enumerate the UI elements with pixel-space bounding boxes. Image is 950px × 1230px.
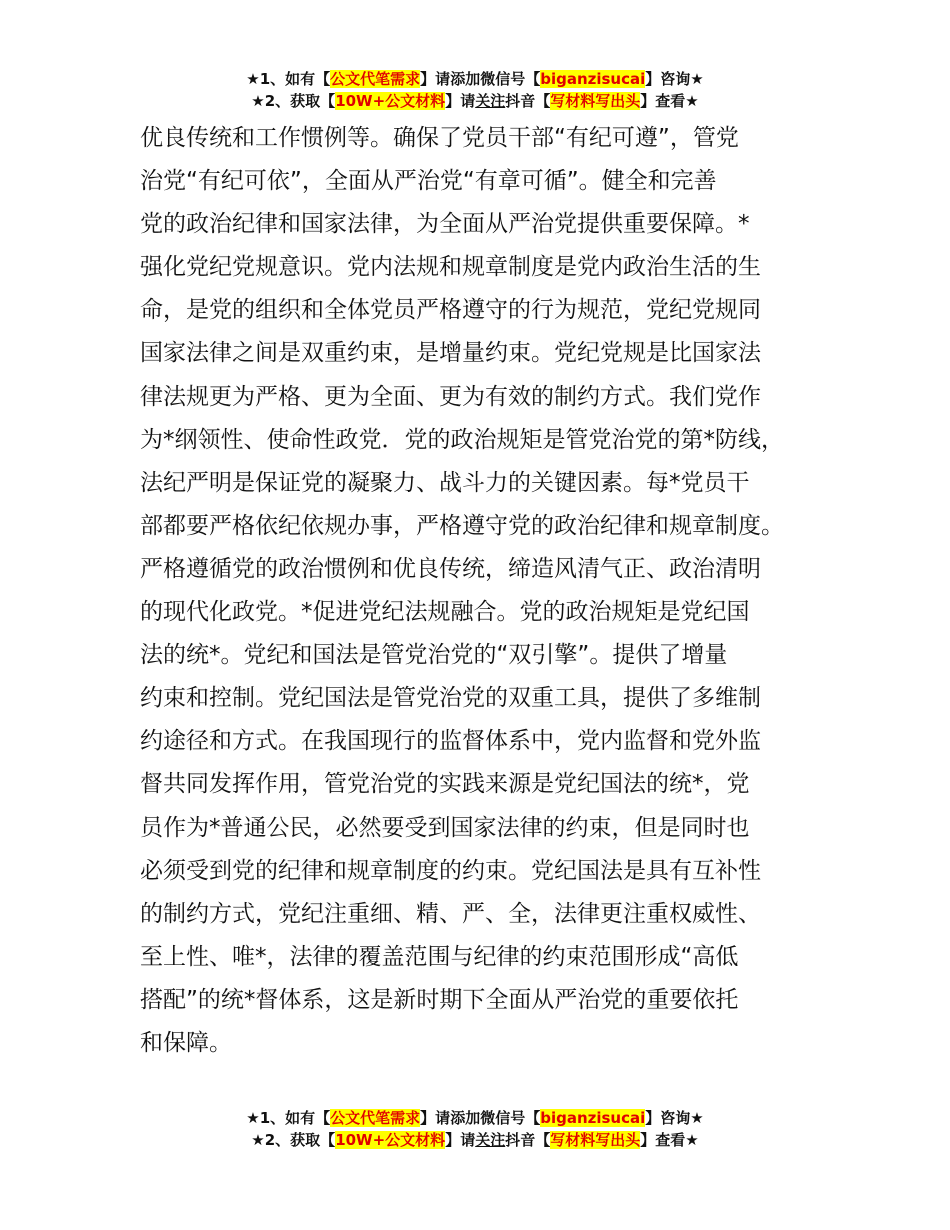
text-segment: 微信号【 (480, 70, 541, 88)
body-line: 至上性、唯*，法律的覆盖范围与纪律的约束范围形成“高低 (140, 943, 739, 970)
body-line: 优良传统和工作惯例等。确保了党员干部“有纪可遵”，管党 (140, 125, 739, 151)
document-body (140, 117, 840, 1065)
text-segment: 】请 (445, 1131, 476, 1149)
highlight-materials: 10W+公文材料 (335, 92, 446, 110)
body-line: 法纪严明是保证党的凝聚力、战斗力的关键因素。每*党员干 (140, 469, 750, 496)
footer-line-2 (0, 1129, 950, 1151)
text-segment: ★1、如有【 (246, 70, 331, 88)
body-line: 督共同发挥作用，管党治党的实践来源是党纪国法的统*，党 (140, 771, 750, 798)
body-line: 严格遵循党的政治惯例和优良传统，缔造风清气正、政治清明 (140, 555, 761, 582)
body-line: 必须受到党的纪律和规章制度的约束。党纪国法是具有互补性 (140, 857, 761, 884)
body-line: 部都要严格依纪依规办事，严格遵守党的政治纪律和规章制度。 (140, 512, 784, 539)
text-segment: 】请 (420, 1109, 451, 1127)
text-segment: 】咨询★ (645, 70, 704, 88)
text-segment: 添加 (450, 1109, 481, 1127)
body-line: 员作为*普通公民，必然要受到国家法律的约束，但是同时也 (140, 814, 750, 841)
highlight-wechat-id: biganzisucai (540, 70, 646, 88)
text-segment: 抖音【 (505, 92, 551, 110)
body-line: 的制约方式，党纪注重细、精、严、全，法律更注重权威性、 (140, 900, 761, 927)
body-line: 的现代化政党。*促进党纪法规融合。党的政治规矩是党纪国 (140, 599, 750, 626)
header-line-2 (0, 90, 950, 112)
text-segment: 添加 (450, 70, 481, 88)
text-segment: 】查看★ (640, 92, 699, 110)
body-line: 治党“有纪可依”，全面从严治党“有章可循”。健全和完善 (140, 168, 717, 195)
highlight-ghostwriting: 公文代笔需求 (330, 70, 421, 88)
header-line-1 (0, 68, 950, 90)
highlight-douyin: 写材料写出头 (550, 92, 641, 110)
text-segment: 微信号【 (480, 1109, 541, 1127)
footer-line-1 (0, 1107, 950, 1129)
text-segment: ★2、获取【 (251, 1131, 336, 1149)
header-banner (0, 68, 950, 112)
text-segment: 】查看★ (640, 1131, 699, 1149)
body-line: 搭配”的统*督体系，这是新时期下全面从严治党的重要依托 (140, 986, 739, 1013)
highlight-douyin: 写材料写出头 (550, 1131, 641, 1149)
text-segment: ★1、如有【 (246, 1109, 331, 1127)
highlight-wechat-id: biganzisucai (540, 1109, 646, 1127)
highlight-ghostwriting: 公文代笔需求 (330, 1109, 421, 1127)
text-segment: 】请 (420, 70, 451, 88)
text-segment-underlined: 关注 (475, 92, 506, 110)
body-line: 约途径和方式。在我国现行的监督体系中，党内监督和党外监 (140, 728, 761, 755)
body-line: 和保障。 (140, 1029, 232, 1056)
body-line: 为*纲领性、使命性政党．党的政治规矩是管党治党的第*防线， (140, 426, 784, 453)
text-segment: ★2、获取【 (251, 92, 336, 110)
footer-banner (0, 1107, 950, 1151)
body-line: 法的统*。党纪和国法是管党治党的“双引擎”。提供了增量 (140, 642, 728, 669)
body-line: 命，是党的组织和全体党员严格遵守的行为规范，党纪党规同 (140, 297, 761, 324)
text-segment-underlined: 关注 (475, 1131, 506, 1149)
text-segment: 】请 (445, 92, 476, 110)
body-line: 强化党纪党规意识。党内法规和规章制度是党内政治生活的生 (140, 254, 761, 281)
body-line: 国家法律之间是双重约束，是增量约束。党纪党规是比国家法 (140, 340, 761, 367)
text-segment: 】咨询★ (645, 1109, 704, 1127)
text-segment: 抖音【 (505, 1131, 551, 1149)
body-line: 党的政治纪律和国家法律，为全面从严治党提供重要保障。* (140, 211, 750, 238)
body-line: 律法规更为严格、更为全面、更为有效的制约方式。我们党作 (140, 383, 761, 410)
highlight-materials: 10W+公文材料 (335, 1131, 446, 1149)
body-line: 约束和控制。党纪国法是管党治党的双重工具，提供了多维制 (140, 685, 761, 712)
